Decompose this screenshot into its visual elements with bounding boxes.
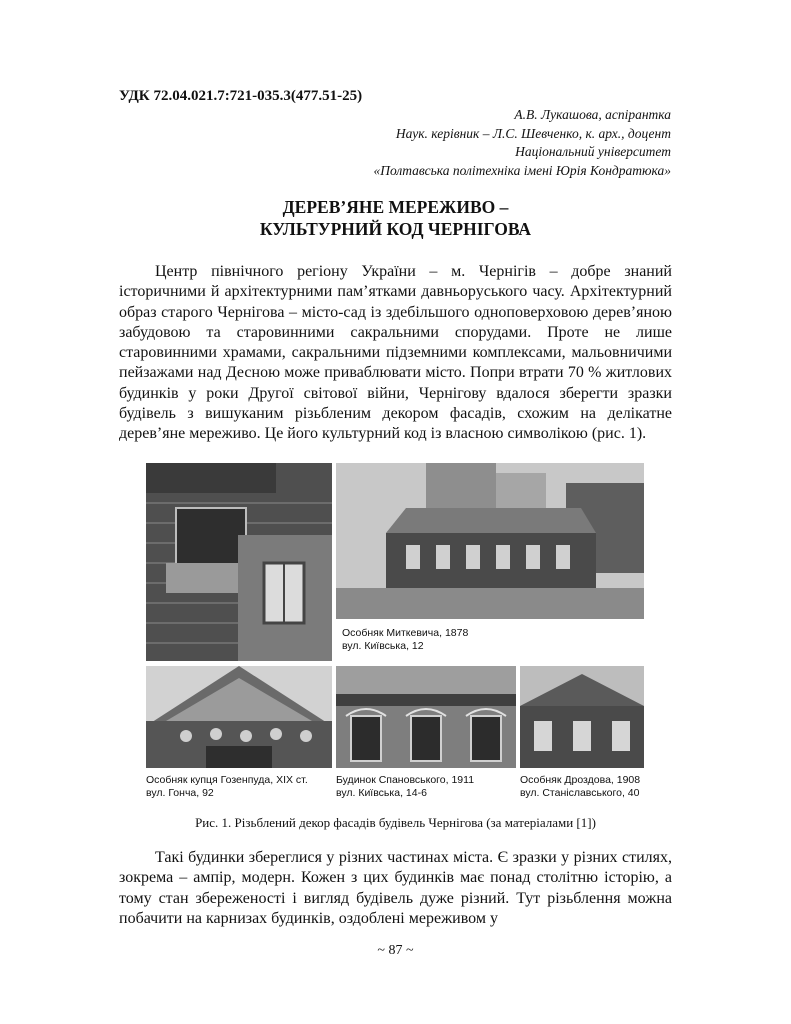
paragraph-continuation: Такі будинки збереглися у різних частинах міста. Є зразки у різних стилях, зокрема – ампір, модерн. Кожен з цих будинків має понад столітню історію, а тому стан збереженості і вигляд будівель дуже різний. Тут різьблення можна побачити на карнизах будинків, оздоблені мереживом у (119, 849, 672, 927)
caption-gozenpud-address: вул. Гонча, 92 (146, 787, 214, 799)
caption-mitkevych-address: вул. Київська, 12 (342, 640, 424, 652)
author-line: А.В. Лукашова, аспірантка (514, 107, 671, 122)
university-line: Національний університет (515, 144, 671, 159)
page-number: ~ 87 ~ (377, 943, 414, 958)
photo-gozenpud-mansion (146, 666, 332, 768)
caption-mitkevych (342, 627, 468, 653)
article-title (119, 196, 672, 240)
caption-gozenpud (146, 774, 308, 800)
caption-spanovsky (336, 774, 474, 800)
advisor-line: Наук. керівник – Л.С. Шевченко, к. арх., доцент (395, 125, 671, 141)
title-line-1: ДЕРЕВ’ЯНЕ МЕРЕЖИВО – (282, 197, 509, 217)
university-name-line: «Полтавська політехніка імені Юрія Кондратюка» (373, 162, 671, 178)
udk-code: УДК 72.04.021.7:721-035.3(477.51-25) (119, 88, 363, 104)
paragraph-intro: Центр північного регіону України – м. Чернігів – добре знаний історичними й архітектурними пам’ятками давньоруського часу. Архітектурний образ старого Чернігова – місто-сад із здебільшого одноповерховою дерев’яною забудовою та старовинними сакральними спорудами. Проте не лише старовинними храмами, сакральними підземними комплексами, мальовничими пейзажами над Десною може приваблювати місто. Попри втрати 70 % житлових будинків у роки Другої світової війни, Чернігову вдалося зберегти зразки будівель з вишуканим різьбленим декором фасадів, схожим на делікатне дерев’яне мереживо. Це його культурний код із власною символікою (рис. 1). (119, 263, 672, 443)
caption-spanovsky-title: Будинок Спановського, 1911 (336, 774, 475, 786)
photo-spanovsky-house (336, 666, 516, 768)
title-line-2: КУЛЬТУРНИЙ КОД ЧЕРНІГОВА (259, 219, 532, 239)
caption-gozenpud-title: Особняк купця Гозенпуда, ХІХ ст. (146, 774, 308, 786)
photo-drozdova-mansion (520, 666, 644, 768)
caption-drozdova-address: вул. Станіславського, 40 (520, 787, 640, 799)
caption-mitkevych-title: Особняк Миткевича, 1878 (342, 627, 469, 639)
figure-caption: Рис. 1. Різьблений декор фасадів будівель Чернігова (за матеріалами [1]) (195, 815, 596, 830)
caption-spanovsky-address: вул. Київська, 14-6 (336, 787, 427, 799)
author-block (251, 106, 671, 180)
photo-window-facade (146, 463, 332, 661)
caption-drozdova (520, 774, 640, 800)
photo-mitkevych-mansion (336, 463, 644, 619)
caption-drozdova-title: Особняк Дроздова, 1908 (520, 774, 641, 786)
